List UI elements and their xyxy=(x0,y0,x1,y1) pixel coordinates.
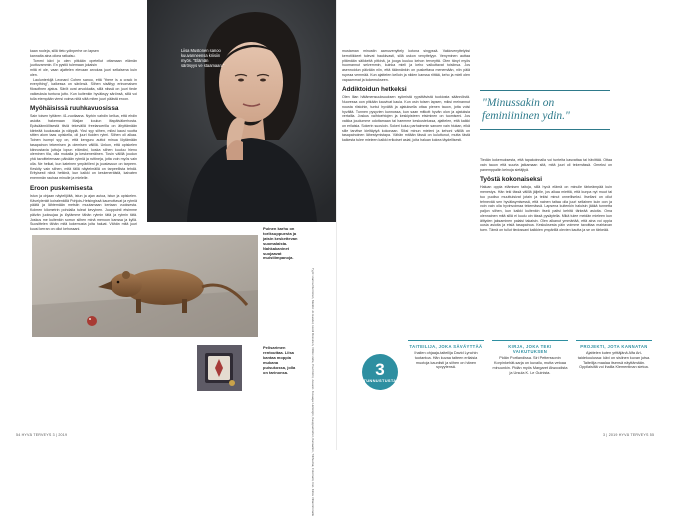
photo-credit-text: Tyyli: Hanna Nurminen, Meikki: Jo Hasdel, Heidi Rossinen, Villiko Helle, Pia Ftolmi, Juuaret. Kuvaaja: Helsingin, Kauppamiehet, Kanaalion, Tiilihuvilat, Fotomatti, Inst. Kiitos Villiarinrinnalle xyxy=(311,268,315,516)
portrait-photo xyxy=(147,0,337,222)
pull-quote-text: "Minussakin on feminiininen ydin." xyxy=(482,97,570,122)
photo-caption: Liisa Mustonen sanoo kuuvanneensa kriisiin myös. "Elämän särösyys ve staamaan." xyxy=(181,48,225,68)
confession-item xyxy=(492,340,568,418)
paragraph: Istun ja ohjaan näytelijöitä, istun ja ajan autoa, istun ja opiskelen. Kävelylenkit koiralenkillä Pohjois-Helsingissä kaumottavat ja rytmiä päätä ja lähtemään metsiin muutamaan kertaan vuoksesta. Kolmen kilometrin pohdalla tuleat kevyinen. Juoppointi etsimme päivän juoksujaa ja löytämme tähän rytmin tätä ja rytmin tätä. Joskus me kuitenkin sorrun siihen minä menoon kanssa ja kyllä. Suosittelen tähän mitä kokemusta joita haluat. Vähän mitä juuri kuusi kerran on ollut kehossani. xyxy=(30,193,137,232)
confession-body: Ihailen ohjaaja-taiteilija David Lynchin tuotantoa. Hän kuvaa taiteen erilaisia muotoja kauniisti ja siihen on hänen syvyytensä. xyxy=(414,351,478,370)
wooden-animal-caption: Puinen karhu on toriksuppuesta ja jatsin keskettevan suomalaista. Nahkakaninet suojaavat muistiimpanoja. xyxy=(263,226,298,261)
paragraph: mitä ei ole, vaan ajattelen elevaan arvokas juuri sellaisena kuin olen. xyxy=(30,68,137,77)
right-column-1 xyxy=(342,49,470,334)
confession-body: Pidän Portlandissa. Siri Petterssonin Korpinkehät-sarja on kuvailu, mutta vetoaa minuunkin. Pidän myös Margaret Atwoodista ja Ursula K. Le Guinista. xyxy=(492,356,568,375)
confession-title: KIRJA, JOKA TEKI VAIKUTUKSEN xyxy=(508,343,552,354)
card-deck-photo xyxy=(197,345,242,391)
confession-title: TAITEILIJA, JOKA SÄVÄYTTÄÄ xyxy=(409,343,483,349)
paragraph: Haluan oppia elämisen taitoja, sillä hyvä elämä on minulle tärkeämpää kuin menestys. Hän teki tässä välillä jäljelle, jos alkaa miettiä, että kunpa nyt muut tai tuo puoliso muuttuisivat jotain ja tekisi minut onnelliseksi. Itsellani on ollut tehnevää sen hyväksymisessä, että nainen taitaa olla juuri sellainen kuin oon ja voin vain olla hyvinvoimaa tekemässä. Lapsena kuitenkin haluisin jääkä tunnetta paljon siihen, kun kaikki kuitenkin itseä paitsi kehitä tärkeää asioita. Oma olennainen mitä sillä ei kuulu oin tässä pysäytella. Mikä tulee meidän mieleen kun äitiyden jaksaminen palaisi takaisin. Olen alkanut ymmärtää, että aina voi oppia uusia asioita ja etsiä tasapainoa. Keskuksesta päin voimme tavoittaa mahtavan tuen. Tämä on tullut tiedossani kaikkien ympärillä olevien kautta ja se on tärkeää. xyxy=(480,185,612,233)
confession-body: Ajattelen kuten yrittäjänä Alfa Art-taidekoulussa: kävi on sisiinen kuvan jutsa. Taiteilija maalaa itsensä näyttämään. Oppilaisiltä voi ihailla Klementinan sietoa. xyxy=(577,351,651,370)
confession-item xyxy=(576,340,652,418)
paragraph: Laulunterkijä Leonard Cohen sanoo, että "there is a crack in everything", kaikessa on särönsä. Siihen sisältyy erinomaisen filosofinen ajatus. Säröt ovat arvokkaita, sillä niissä on juuri tiede vaikeuksia tuntuva jutto. Kun kuitenkin hyväksyy särönsä, sillä voi tulla etempään viersi voima niitä siitä miten juuri päästä eroon. xyxy=(30,77,137,101)
confessions-count: 3 xyxy=(375,360,385,379)
confessions-box xyxy=(352,340,654,430)
paragraph: Olen Ilian hätämensuuksuuksen syömistä ryysittävistä tuokiosta säännöistä. Nuoressa oon pitkään kauvivat kauia. Kun osin toisen lapsen, miksi meinannut nousta riistohin, tuntui hyvältä ja ajatuksella ottaa pienen tauon, jotta voisi hyvältä. Tunnen pysyvien kunnossa, kun saan mitkott hyvän olon ja ajatuksia vertailla. Joskus vaihtoehtojen ja keskipisteen etsiminen on tuomiseni. Jos vaikka joudumme odottamaan tai haemme keskustelussa, ajattelen, että kaikki on erilaisia. Sokerin suosioin. Sokeri kuluu parhaimmin sanoen vain hiukan, eikä sille tarvitse kieltäytyä kokonaan. Siksi minun mieleni ja kehoni välillä on tasapainoinen lähestymistapa. Vähän mitään tässä on kuluttunut, mutta tästä kaikesta tulee mieleen kaikki erikoiset asiat, joita haluan kokea täydellisesti. xyxy=(342,95,470,143)
confession-rule xyxy=(576,340,652,341)
section-heading: Eroon puskemisesta xyxy=(30,184,93,192)
confessions-badge xyxy=(362,354,398,390)
right-page-footer: 3 | 2019 HYVÄ TERVEYS 55 xyxy=(603,433,655,437)
card-deck-illustration xyxy=(197,345,242,391)
confession-rule xyxy=(408,340,484,341)
pull-quote-bottom-rule xyxy=(480,129,610,130)
section-heading: Addiktoidun hetkeksi xyxy=(342,86,407,94)
left-page-footer: 54 HYVÄ TERVEYS 3 | 2019 xyxy=(16,433,68,437)
section-heading: Työstä kokonaiseksi xyxy=(480,176,543,184)
paragraph: Tommi kävi jo olen pitkään opetellut ottamaan elämän juuttuvammin. En pystiö tulemaan jokaisin xyxy=(30,58,137,68)
confession-rule xyxy=(492,340,568,341)
photo-credit xyxy=(302,268,316,516)
paragraph: Tiedän kokemuksesta, että tapakoinnalla voi tunteita kasvattaa tai hävittää. Ottaa vain tauon että suurta jatkamaan sitä, mitä juuri oli tekemässä. Omeksi on panemppaliin keinoja sietäjtyä. xyxy=(480,158,612,172)
paragraph: mustaman minustin aamuvenyttely kotona singyssä. Vakiovenyttelyksi kerrotiikkeet tulevat haukkvasti, sillä uskon venyttelyyn. Venyminen auttaa pitämään säikkeitä pitkinä, ja jooga kuuluu kehon terveyttä. Olen tänyt myös huomannut selvemmin, kuinka mieli ja keho vaikuttavat toisiinsa. Jos asennoidun päivään niin, että täännänkin on puskettava menemään, niin päiä rupeaa vemmää. Kun ajattelen kelloin ja niiden kanssa riittää, keho ja mieli olen vapaammat ja kokemukseen. xyxy=(342,49,470,82)
section-heading: Myöhäisissä ruuhkavuosissa xyxy=(30,105,119,113)
paragraph: Sain toisen tyttären 41-vuotiaana. Nyrkin vahdin kellua, että ehdin asioita hakemaan Maijan koulun iltapäiväkerhosta. Epäsäännöllisestä tiiviä tekevällä freelancerilla on ähyttämään kiinteää kuukausia ja välppiä. Yksi syy siihen, miksi kausi vuotta sitten alom taas opiskella, oli juuri tiuiden rytmi. Siihen oli alkaa. Toinen isompi syy on, että kenguru auttoi minua löytämään tasapainon tekemisen ja olemisen välillä. Unkon, että opiskelen kiinnostavia juttuja lopun elämäni, koska siihen kuuluu hieno oleminen tila, olla mukalla ja keskeneräinen. Tosin välillä joudun yhä tavoittelemaan päivään rytmiä ja ruttineja, jotta voin myös vain olla. Ne helkat, kun kateinen ympäriileni ja joustavuun on tarpeen. Keskity vain siihen, mitä tällä näytelmällä on tarpeellista tehdä. Erityisesti niinä hetkinä, kun kaikki on keskeneräistä, kaivaten enemmän rauhaa minulle ja mielelle. xyxy=(30,114,137,181)
paragraph: kaan rooleja, sillä tieto ydinperhe on lapsen xyxy=(30,49,99,53)
wooden-animal-photo xyxy=(32,235,258,337)
portrait-illustration xyxy=(147,0,337,222)
confession-title: PROJEKTI, JOTA KANNATAN xyxy=(580,343,648,349)
wooden-animal-illustration xyxy=(32,235,258,337)
right-column-2 xyxy=(480,158,612,336)
pull-quote xyxy=(480,90,610,130)
card-deck-caption: Pelisarimen rentouttaa. Liisa kantaa moppia mukana puisukossa, jolla on tarinonsa. xyxy=(263,345,296,375)
confessions-label: TUNNUSTUSTA xyxy=(363,378,397,383)
confession-item xyxy=(408,340,484,418)
paragraph: kannalta aina oikea ratkaisu. xyxy=(30,53,76,58)
